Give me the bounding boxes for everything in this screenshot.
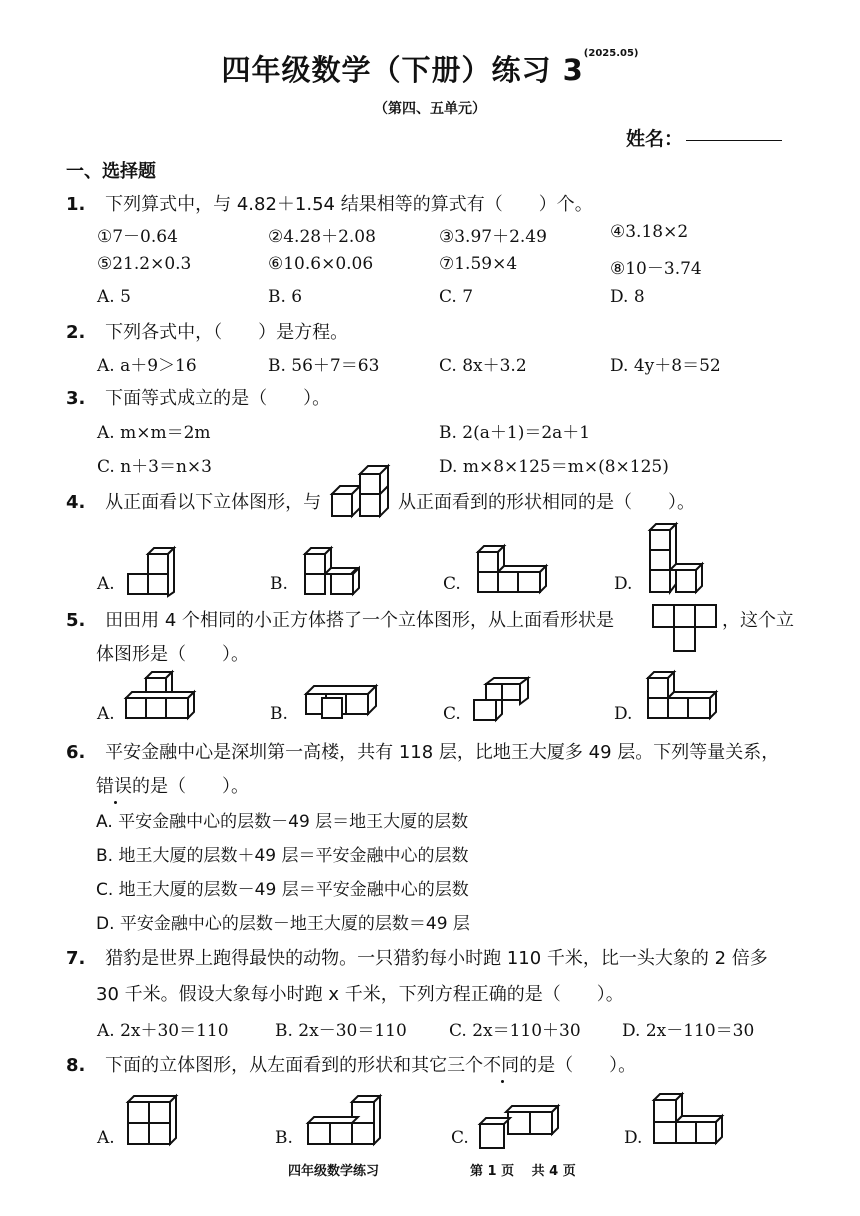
section-title: 一、选择题	[66, 161, 156, 182]
q4-option-c[interactable]: C.	[443, 574, 461, 594]
emphasis-text: 错误	[96, 776, 132, 797]
q8-option-c-figure[interactable]	[478, 1104, 562, 1150]
footer-page-number: 第 1 页 共 4 页	[470, 1164, 576, 1179]
question-text: 的是（ ）。	[519, 1055, 637, 1076]
question-5	[66, 606, 614, 632]
question-text-cont: 体图形是（ ）。	[96, 644, 249, 665]
question-number: 3.	[66, 388, 86, 409]
question-2	[66, 318, 348, 344]
question-text: 下面的立体图形，从左面看到的形状和其它三个	[105, 1055, 484, 1076]
q1-item: ⑤21.2×0.3	[97, 254, 192, 274]
q1-item: ⑧10－3.74	[610, 259, 702, 279]
question-text: 下面等式成立的是（ ）。	[105, 388, 331, 409]
q8-option-d-figure[interactable]	[652, 1092, 726, 1150]
q1-item: ②4.28＋2.08	[268, 227, 376, 247]
question-number: 2.	[66, 322, 86, 343]
q3-option-b[interactable]: B. 2(a＋1)＝2a＋1	[439, 423, 591, 443]
name-label: 姓名：	[626, 128, 684, 150]
question-8	[66, 1051, 636, 1077]
q6-option-b[interactable]: B. 地王大厦的层数＋49 层＝平安金融中心的层数	[96, 846, 469, 866]
question-text: 的是（ ）。	[132, 776, 249, 797]
q8-option-a-figure[interactable]	[126, 1094, 184, 1150]
footer-left: 四年级数学练习	[288, 1164, 380, 1179]
q5-option-d-figure[interactable]	[646, 670, 720, 722]
q1-item: ①7－0.64	[97, 227, 178, 247]
question-number: 5.	[66, 610, 86, 631]
q8-option-c[interactable]: C.	[451, 1128, 469, 1148]
q7-option-c[interactable]: C. 2x＝110＋30	[449, 1021, 581, 1041]
q3-option-a[interactable]: A. m×m＝2m	[97, 423, 211, 443]
q1-item: ⑥10.6×0.06	[268, 254, 374, 274]
q1-option-b[interactable]: B. 6	[268, 287, 303, 307]
question-text: 田田用 4 个相同的小正方体搭了一个立体图形，从上面看形状是	[105, 610, 615, 631]
question-number: 8.	[66, 1055, 86, 1076]
q6-option-a[interactable]: A. 平安金融中心的层数－49 层＝地王大厦的层数	[96, 812, 469, 832]
q5-option-a-figure[interactable]	[124, 670, 200, 722]
q2-option-b[interactable]: B. 56＋7＝63	[268, 356, 380, 376]
q4-option-b[interactable]: B.	[270, 574, 288, 594]
name-blank-line[interactable]	[686, 140, 782, 141]
q4-option-d[interactable]: D.	[614, 574, 633, 594]
q2-option-a[interactable]: A. a＋9＞16	[97, 356, 197, 376]
q1-item: ③3.97＋2.49	[439, 227, 547, 247]
q1-item: ⑦1.59×4	[439, 254, 518, 274]
title-text: 四年级数学（下册）练习 3	[221, 53, 584, 87]
q3-option-c[interactable]: C. n＋3＝n×3	[97, 457, 212, 477]
q4-reference-cube-figure	[330, 466, 392, 524]
question-number: 7.	[66, 948, 86, 969]
question-text: 下列算式中，与 4.82＋1.54 结果相等的算式有（ ）个。	[105, 194, 593, 215]
emphasis-text: 不同	[483, 1055, 520, 1076]
q8-option-b-figure[interactable]	[306, 1094, 384, 1150]
q4-option-d-figure[interactable]	[648, 522, 704, 598]
question-text-cont: ，这个立	[722, 610, 794, 631]
q6-option-c[interactable]: C. 地王大厦的层数－49 层＝平安金融中心的层数	[96, 880, 469, 900]
q3-option-d[interactable]: D. m×8×125＝m×(8×125)	[439, 457, 669, 477]
q8-option-a[interactable]: A.	[97, 1128, 115, 1148]
q6-option-d[interactable]: D. 平安金融中心的层数－地王大厦的层数＝49 层	[96, 914, 470, 934]
question-4	[66, 488, 321, 514]
question-number: 1.	[66, 194, 86, 215]
q2-option-c[interactable]: C. 8x＋3.2	[439, 356, 527, 376]
q5-option-a[interactable]: A.	[97, 704, 115, 724]
q1-option-a[interactable]: A. 5	[97, 287, 131, 307]
page-title	[0, 48, 860, 89]
q1-option-c[interactable]: C. 7	[439, 287, 474, 307]
question-text-cont: 从正面看到的形状相同的是（ ）。	[398, 492, 695, 513]
q4-option-a-figure[interactable]	[126, 546, 182, 598]
q5-option-b-figure[interactable]	[304, 684, 380, 722]
question-7	[66, 944, 768, 970]
q5-option-b[interactable]: B.	[270, 704, 288, 724]
question-text: 下列各式中，（ ）是方程。	[105, 322, 349, 343]
q5-option-c[interactable]: C.	[443, 704, 461, 724]
q1-item: ④3.18×2	[610, 222, 689, 242]
q5-top-view-figure	[652, 604, 718, 654]
q2-option-d[interactable]: D. 4y＋8＝52	[610, 356, 721, 376]
q8-option-b[interactable]: B.	[275, 1128, 293, 1148]
question-text: 平安金融中心是深圳第一高楼，共有 118 层，比地王大厦多 49 层。下列等量关系，	[105, 742, 780, 763]
title-date: (2025.05)	[583, 48, 639, 59]
question-text: 猎豹是世界上跑得最快的动物。一只猎豹每小时跑 110 千米，比一头大象的 2 倍多	[105, 948, 768, 969]
q4-option-a[interactable]: A.	[97, 574, 115, 594]
question-text-cont	[96, 772, 249, 798]
question-number: 4.	[66, 492, 86, 513]
q7-option-a[interactable]: A. 2x＋30＝110	[97, 1021, 229, 1041]
question-6	[66, 738, 779, 764]
q5-option-d[interactable]: D.	[614, 704, 633, 724]
question-text: 从正面看以下立体图形，与	[105, 492, 322, 513]
question-number: 6.	[66, 742, 86, 763]
q4-option-c-figure[interactable]	[476, 544, 552, 598]
q8-option-d[interactable]: D.	[624, 1128, 643, 1148]
question-text-cont: 30 千米。假设大象每小时跑 x 千米，下列方程正确的是（ ）。	[96, 984, 624, 1005]
question-3	[66, 384, 330, 410]
q4-option-b-figure[interactable]	[303, 546, 365, 598]
question-1	[66, 190, 593, 216]
q7-option-b[interactable]: B. 2x－30＝110	[275, 1021, 407, 1041]
q5-option-c-figure[interactable]	[472, 676, 534, 722]
q7-option-d[interactable]: D. 2x－110＝30	[622, 1021, 755, 1041]
q1-option-d[interactable]: D. 8	[610, 287, 645, 307]
page-subtitle: （第四、五单元）	[374, 101, 486, 117]
